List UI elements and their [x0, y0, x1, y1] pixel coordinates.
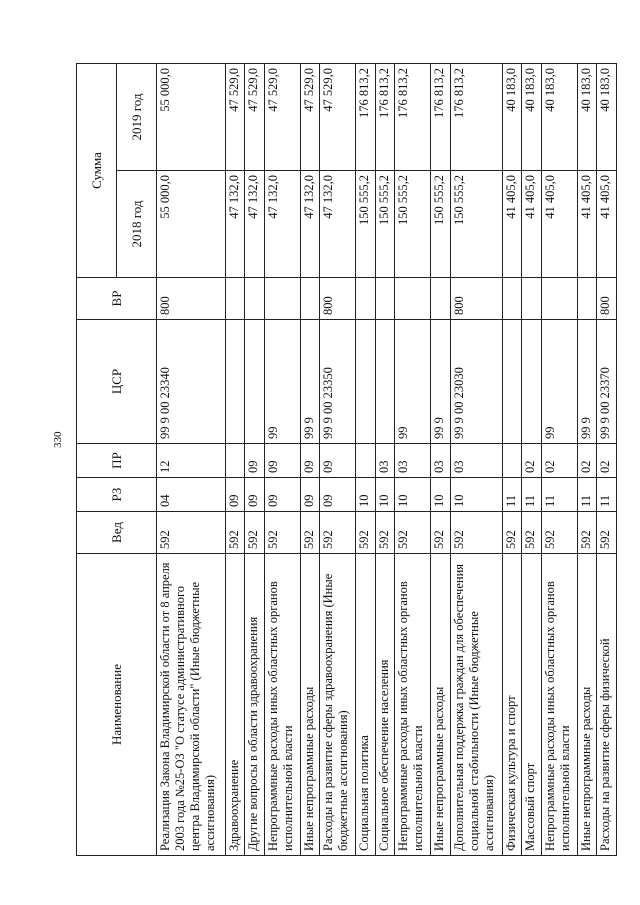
cell-sum-2019: 55 000,0	[157, 64, 226, 171]
cell-vr	[245, 278, 265, 320]
cell-rz: 10	[375, 478, 395, 512]
table-row	[320, 64, 356, 856]
cell-sum-2019: 40 183,0	[577, 64, 597, 171]
cell-name: Дополнительная поддержка граждан для обеспечения социальной стабильности (Иные бюджетные ассигнования)	[450, 554, 502, 856]
cell-name: Расходы на развитие сферы здравоохранения (Иные бюджетные ассигнования)	[320, 554, 356, 856]
cell-sum-2018: 41 405,0	[522, 171, 542, 278]
table-row	[375, 64, 395, 856]
cell-ved: 592	[320, 512, 356, 554]
cell-rz: 10	[395, 478, 431, 512]
cell-ved: 592	[264, 512, 300, 554]
cell-rz: 11	[522, 478, 542, 512]
cell-name: Непрограммные расходы иных областных органов исполнительной власти	[541, 554, 577, 856]
budget-table-container	[76, 64, 617, 856]
cell-vr	[375, 278, 395, 320]
cell-sum-2019: 40 183,0	[597, 64, 617, 171]
header-csr: ЦСР	[77, 320, 157, 444]
cell-sum-2018: 41 405,0	[541, 171, 577, 278]
cell-pr: 03	[395, 444, 431, 478]
cell-name: Реализация Закона Владимирской области от 8 апреля 2003 года №25-ОЗ "О статусе административного центра Владимирской области" (Иные бюджетные ассигнования)	[157, 554, 226, 856]
cell-name: Расходы на развитие сферы физической	[597, 554, 617, 856]
table-body	[157, 64, 617, 856]
cell-vr	[225, 278, 245, 320]
cell-rz: 10	[450, 478, 502, 512]
cell-name: Физическая культура и спорт	[502, 554, 522, 856]
cell-rz: 09	[300, 478, 320, 512]
cell-pr: 09	[320, 444, 356, 478]
cell-csr: 99 9 00 23340	[157, 320, 226, 444]
cell-rz: 04	[157, 478, 226, 512]
cell-csr: 99 9 00 23030	[450, 320, 502, 444]
cell-pr: 02	[597, 444, 617, 478]
header-name: Наименование	[77, 554, 157, 856]
cell-sum-2019: 40 183,0	[522, 64, 542, 171]
table-row	[245, 64, 265, 856]
cell-rz: 11	[597, 478, 617, 512]
cell-vr	[577, 278, 597, 320]
cell-sum-2018: 150 555,2	[450, 171, 502, 278]
cell-ved: 592	[450, 512, 502, 554]
cell-name: Массовый спорт	[522, 554, 542, 856]
cell-ved: 592	[577, 512, 597, 554]
cell-rz: 09	[225, 478, 245, 512]
header-sum: Сумма	[77, 64, 117, 278]
cell-rz: 09	[320, 478, 356, 512]
cell-ved: 592	[225, 512, 245, 554]
budget-table	[76, 63, 617, 856]
cell-sum-2018: 150 555,2	[375, 171, 395, 278]
table-row	[502, 64, 522, 856]
cell-sum-2019: 176 813,2	[450, 64, 502, 171]
cell-csr	[225, 320, 245, 444]
cell-csr	[502, 320, 522, 444]
cell-pr	[225, 444, 245, 478]
cell-vr: 800	[157, 278, 226, 320]
table-row	[577, 64, 597, 856]
cell-vr	[355, 278, 375, 320]
cell-name: Другие вопросы в области здравоохранения	[245, 554, 265, 856]
cell-csr: 99 9 00 23350	[320, 320, 356, 444]
cell-sum-2018: 47 132,0	[320, 171, 356, 278]
cell-name: Здравоохранение	[225, 554, 245, 856]
cell-vr	[264, 278, 300, 320]
cell-sum-2018: 47 132,0	[245, 171, 265, 278]
cell-vr: 800	[320, 278, 356, 320]
cell-sum-2018: 150 555,2	[395, 171, 431, 278]
table-row	[597, 64, 617, 856]
cell-ved: 592	[502, 512, 522, 554]
header-2018: 2018 год	[117, 171, 157, 278]
cell-ved: 592	[355, 512, 375, 554]
cell-pr: 03	[375, 444, 395, 478]
cell-csr: 99	[541, 320, 577, 444]
cell-sum-2018: 41 405,0	[577, 171, 597, 278]
cell-sum-2019: 176 813,2	[430, 64, 450, 171]
cell-csr: 99 9	[300, 320, 320, 444]
table-row	[225, 64, 245, 856]
cell-ved: 592	[541, 512, 577, 554]
cell-name: Иные непрограммные расходы	[430, 554, 450, 856]
table-row	[430, 64, 450, 856]
cell-csr	[245, 320, 265, 444]
cell-name: Социальное обеспечение населения	[375, 554, 395, 856]
cell-ved: 592	[430, 512, 450, 554]
cell-sum-2018: 41 405,0	[597, 171, 617, 278]
cell-name: Иные непрограммные расходы	[300, 554, 320, 856]
cell-vr	[300, 278, 320, 320]
cell-sum-2019: 47 529,0	[320, 64, 356, 171]
table-row	[450, 64, 502, 856]
cell-ved: 592	[375, 512, 395, 554]
header-pr: ПР	[77, 444, 157, 478]
cell-sum-2019: 176 813,2	[375, 64, 395, 171]
cell-ved: 592	[522, 512, 542, 554]
cell-sum-2019: 47 529,0	[245, 64, 265, 171]
header-ved: Вед	[77, 512, 157, 554]
cell-rz: 10	[430, 478, 450, 512]
cell-ved: 592	[395, 512, 431, 554]
cell-csr: 99	[264, 320, 300, 444]
cell-vr	[541, 278, 577, 320]
cell-rz: 11	[577, 478, 597, 512]
cell-sum-2019: 40 183,0	[541, 64, 577, 171]
table-row	[355, 64, 375, 856]
cell-vr	[522, 278, 542, 320]
cell-pr: 09	[300, 444, 320, 478]
cell-vr: 800	[450, 278, 502, 320]
cell-pr: 09	[245, 444, 265, 478]
cell-sum-2018: 150 555,2	[430, 171, 450, 278]
table-row	[395, 64, 431, 856]
cell-sum-2019: 47 529,0	[300, 64, 320, 171]
cell-csr: 99 9 00 23370	[597, 320, 617, 444]
cell-pr: 09	[264, 444, 300, 478]
cell-pr: 02	[577, 444, 597, 478]
cell-csr: 99 9	[430, 320, 450, 444]
header-vr: ВР	[77, 278, 157, 320]
cell-pr	[502, 444, 522, 478]
cell-name: Непрограммные расходы иных областных органов исполнительной власти	[395, 554, 431, 856]
cell-pr	[355, 444, 375, 478]
cell-sum-2019: 176 813,2	[355, 64, 375, 171]
cell-name: Социальная политика	[355, 554, 375, 856]
cell-rz: 10	[355, 478, 375, 512]
cell-sum-2018: 47 132,0	[225, 171, 245, 278]
cell-csr: 99	[395, 320, 431, 444]
cell-ved: 592	[157, 512, 226, 554]
cell-pr: 02	[522, 444, 542, 478]
cell-sum-2018: 150 555,2	[355, 171, 375, 278]
cell-rz: 09	[245, 478, 265, 512]
cell-rz: 11	[541, 478, 577, 512]
cell-sum-2019: 40 183,0	[502, 64, 522, 171]
header-2019: 2019 год	[117, 64, 157, 171]
cell-sum-2018: 41 405,0	[502, 171, 522, 278]
cell-vr	[395, 278, 431, 320]
cell-ved: 592	[300, 512, 320, 554]
table-row	[157, 64, 226, 856]
cell-sum-2019: 47 529,0	[225, 64, 245, 171]
cell-ved: 592	[597, 512, 617, 554]
cell-sum-2019: 176 813,2	[395, 64, 431, 171]
cell-csr: 99 9	[577, 320, 597, 444]
cell-name: Непрограммные расходы иных областных органов исполнительной власти	[264, 554, 300, 856]
cell-name: Иные непрограммные расходы	[577, 554, 597, 856]
cell-pr: 03	[450, 444, 502, 478]
cell-sum-2019: 47 529,0	[264, 64, 300, 171]
table-row	[541, 64, 577, 856]
cell-rz: 09	[264, 478, 300, 512]
header-rz: РЗ	[77, 478, 157, 512]
cell-pr: 02	[541, 444, 577, 478]
cell-vr	[502, 278, 522, 320]
table-row	[300, 64, 320, 856]
cell-vr: 800	[597, 278, 617, 320]
cell-sum-2018: 47 132,0	[264, 171, 300, 278]
cell-pr: 12	[157, 444, 226, 478]
cell-pr: 03	[430, 444, 450, 478]
cell-csr	[522, 320, 542, 444]
cell-vr	[430, 278, 450, 320]
table-row	[264, 64, 300, 856]
cell-sum-2018: 55 000,0	[157, 171, 226, 278]
cell-rz: 11	[502, 478, 522, 512]
cell-sum-2018: 47 132,0	[300, 171, 320, 278]
page-number: 330	[52, 431, 64, 448]
cell-csr	[355, 320, 375, 444]
cell-ved: 592	[245, 512, 265, 554]
cell-csr	[375, 320, 395, 444]
table-row	[522, 64, 542, 856]
